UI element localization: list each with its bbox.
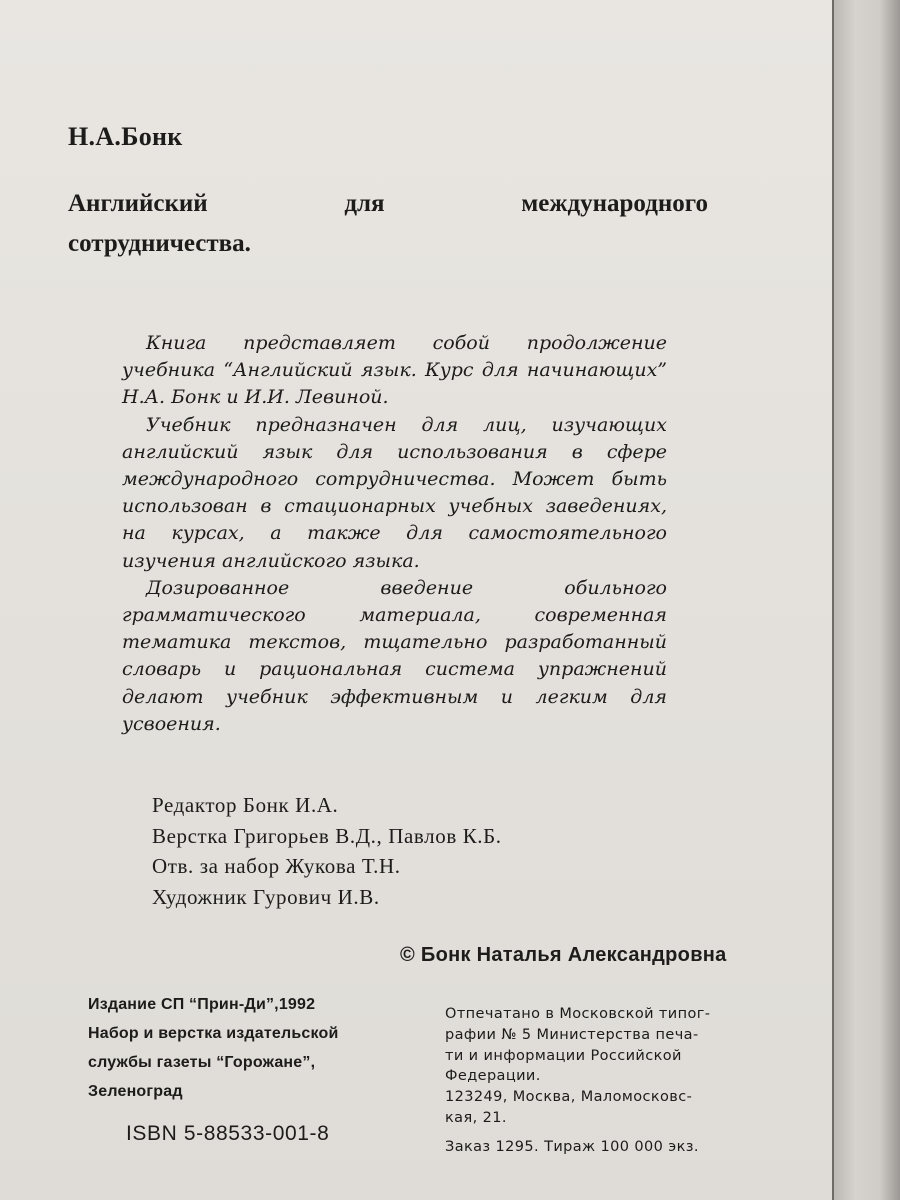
isbn-number: ISBN 5-88533-001-8: [126, 1122, 330, 1145]
printing-line: 123249, Москва, Маломосковс-: [445, 1089, 693, 1106]
credit-typesetting: Отв. за набор Жукова Т.Н.: [152, 854, 401, 878]
book-abstract: [122, 330, 667, 738]
printing-line: Отпечатано в Московской типог-: [445, 1006, 711, 1022]
credit-editor: Редактор Бонк И.А.: [152, 793, 339, 817]
title-line-2: сотрудничества.: [68, 230, 251, 257]
credit-layout: Верстка Григорьев В.Д., Павлов К.Б.: [152, 823, 502, 848]
title-word: Английский: [68, 190, 208, 217]
book-title: [68, 184, 708, 264]
printing-line: рафии № 5 Министерства печа-: [445, 1026, 699, 1043]
printing-line: Федерации.: [445, 1068, 541, 1085]
abstract-paragraph: Дозированное введение обильного грамматического материала, современная тематика текстов, тщательно разработанный словарь и рациональная система упражнений делают учебник эффективным и легким для усвоения.: [122, 576, 667, 735]
copyright-notice: © Бонк Наталья Александровна: [400, 944, 727, 966]
author-name: Н.А.Бонк: [68, 122, 183, 151]
credit-artist: Художник Гурович И.В.: [152, 884, 380, 909]
print-order: Заказ 1295. Тираж 100 000 экз.: [445, 1138, 699, 1155]
next-page-edge: [832, 0, 900, 1200]
printing-info: [445, 1004, 733, 1158]
publisher-line: Зеленоград: [88, 1083, 183, 1100]
abstract-paragraph: Книга представляет собой продолжение учебника “Английский язык. Курс для начинающих” Н.А. Бонк и И.И. Левиной.: [122, 332, 667, 409]
printing-line: ти и информации Российской: [445, 1047, 682, 1064]
title-word: для: [344, 190, 385, 217]
publisher-line: Набор и верстка издательской: [88, 1025, 339, 1042]
publisher-line: Издание СП “Прин-Ди”,1992: [88, 996, 316, 1013]
printing-line: кая, 21.: [445, 1109, 507, 1126]
page-fold-line: [832, 0, 834, 1200]
publisher-line: службы газеты “Горожане”,: [88, 1054, 316, 1071]
abstract-paragraph: Учебник предназначен для лиц, изучающих английский язык для использования в сфере международного сотрудничества. Может быть использован в стационарных учебных заведениях, на курсах, а также для самостоятельного изучения английского языка.: [122, 413, 667, 572]
title-word: международного: [521, 190, 708, 217]
title-line-1: [68, 184, 708, 224]
publisher-info: [88, 990, 338, 1106]
credits-list: [152, 790, 502, 912]
